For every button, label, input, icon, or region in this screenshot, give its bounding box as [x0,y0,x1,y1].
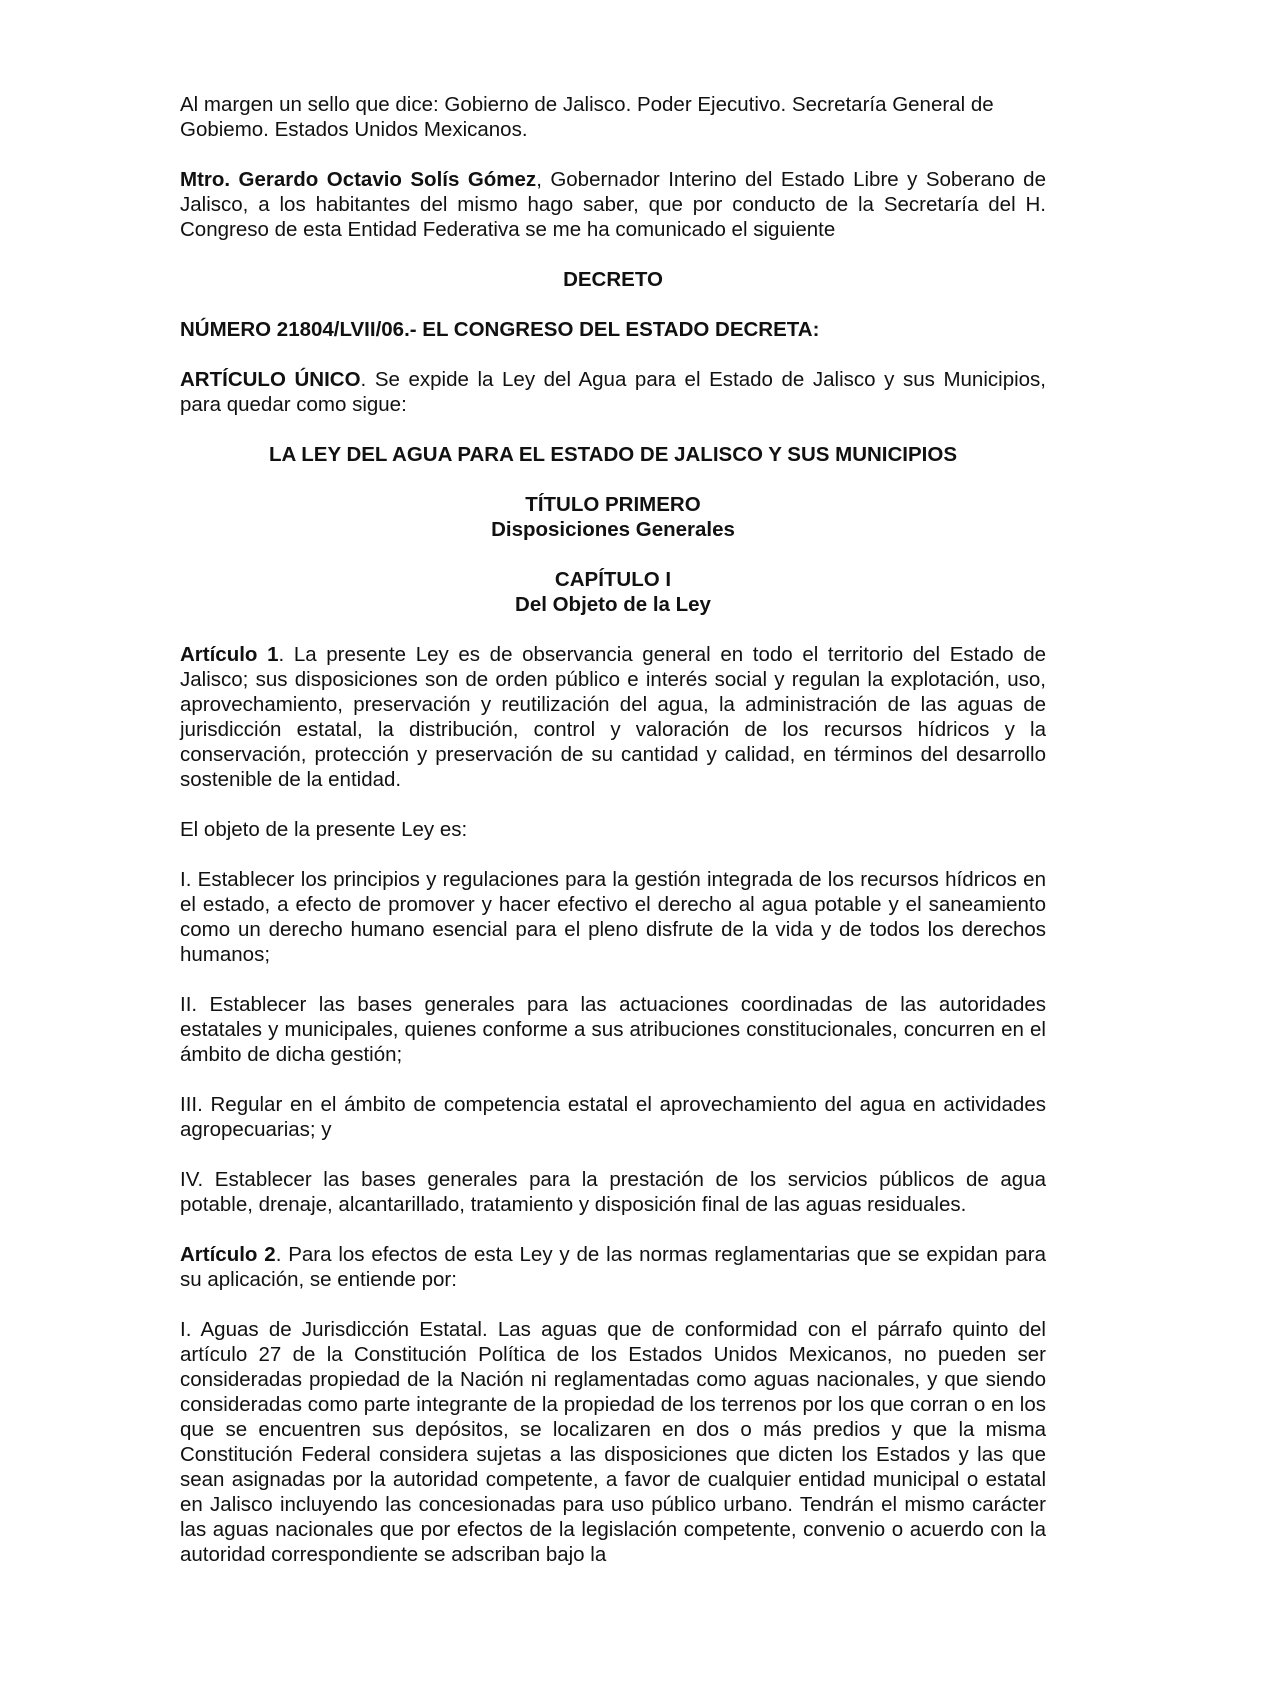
seal-notice: Al margen un sello que dice: Gobierno de Jalisco. Poder Ejecutivo. Secretaría General de Gobiemo. Estados Unidos Mexicanos. [180,93,994,141]
article-1-label: Artículo 1 [180,643,279,666]
document-page [180,92,1046,1592]
fraccion-4: IV. Establecer las bases generales para la prestación de los servicios públicos de agua potable, drenaje, alcantarillado, tratamiento y disposición final de las aguas residuales. [180,1168,1046,1216]
article-2-label: Artículo 2 [180,1243,276,1266]
definition-1: I. Aguas de Jurisdicción Estatal. Las aguas que de conformidad con el párrafo quinto del artículo 27 de la Constitución Política de los Estados Unidos Mexicanos, no pueden ser consideradas propiedad de la Nación ni reglamentadas como aguas nacionales, y que siendo consideradas como parte integrante de la propiedad de los terrenos por los que corran o en los que se encuentren sus depósitos, se localizaren en dos o más predios y que la misma Constitución Federal considera sujetas a las disposiciones que dicten los Estados y las que sean asignadas por la autoridad competente, a favor de cualquier entidad municipal o estatal en Jalisco incluyendo las concesionadas para uso público urbano. Tendrán el mismo carácter las aguas nacionales que por efectos de la legislación competente, convenio o acuerdo con la autoridad correspondiente se adscriban bajo la [180,1318,1046,1566]
decree-number-text: NÚMERO 21804/LVII/06.- EL CONGRESO DEL ESTADO DECRETA: [180,318,820,341]
decree-title: DECRETO [563,268,663,291]
article-1-text: . La presente Ley es de observancia general en todo el territorio del Estado de Jalisco; sus disposiciones son de orden público e interés social y regulan la explotación, uso, aprovechamiento, preservación y reutilización del agua, la administración de las aguas de jurisdicción estatal, la distribución, control y valoración de los recursos hídricos y la conservación, protección y preservación de su cantidad y calidad, en términos del desarrollo sostenible de la entidad. [180,643,1047,791]
fraccion-2: II. Establecer las bases generales para las actuaciones coordinadas de las autoridades estatales y municipales, quienes conforme a sus atribuciones constitucionales, concurren en el ámbito de dicha gestión; [180,993,1046,1066]
governor-name: Mtro. Gerardo Octavio Solís Gómez [180,168,537,191]
titulo-number: TÍTULO PRIMERO [525,493,701,516]
titulo-name: Disposiciones Generales [491,518,735,541]
sole-article [180,367,1046,417]
article-1 [180,642,1046,792]
article-2-text: . Para los efectos de esta Ley y de las normas reglamentarias que se expidan para su aplicación, se entiende por: [180,1243,1046,1291]
fraccion-3: III. Regular en el ámbito de competencia estatal el aprovechamiento del agua en actividades agropecuarias; y [180,1093,1046,1141]
article-2 [180,1242,1046,1292]
capitulo-number: CAPÍTULO I [554,568,672,591]
capitulo-name: Del Objeto de la Ley [515,593,711,616]
sole-article-text: . Se expide la Ley del Agua para el Estado de Jalisco y sus Municipios, para quedar como sigue: [180,368,1046,416]
fraccion-1: I. Establecer los principios y regulaciones para la gestión integrada de los recursos hídricos en el estado, a efecto de promover y hacer efectivo el derecho al agua potable y el saneamiento como un derecho humano esencial para el pleno disfrute de la vida y de todos los derechos humanos; [180,868,1046,966]
capitulo-heading [180,567,1046,617]
decree-number [180,317,1046,342]
law-title: LA LEY DEL AGUA PARA EL ESTADO DE JALISCO Y SUS MUNICIPIOS [269,443,957,466]
titulo-heading [180,492,1046,542]
sole-article-label: ARTÍCULO ÚNICO [180,368,361,391]
promulgation-text: , Gobernador Interino del Estado Libre y Soberano de Jalisco, a los habitantes del mismo hago saber, que por conducto de la Secretaría del H. Congreso de esta Entidad Federativa se me ha comunicado el siguiente [180,168,1046,241]
objeto-intro: El objeto de la presente Ley es: [180,818,468,841]
promulgation-paragraph [180,167,1046,242]
